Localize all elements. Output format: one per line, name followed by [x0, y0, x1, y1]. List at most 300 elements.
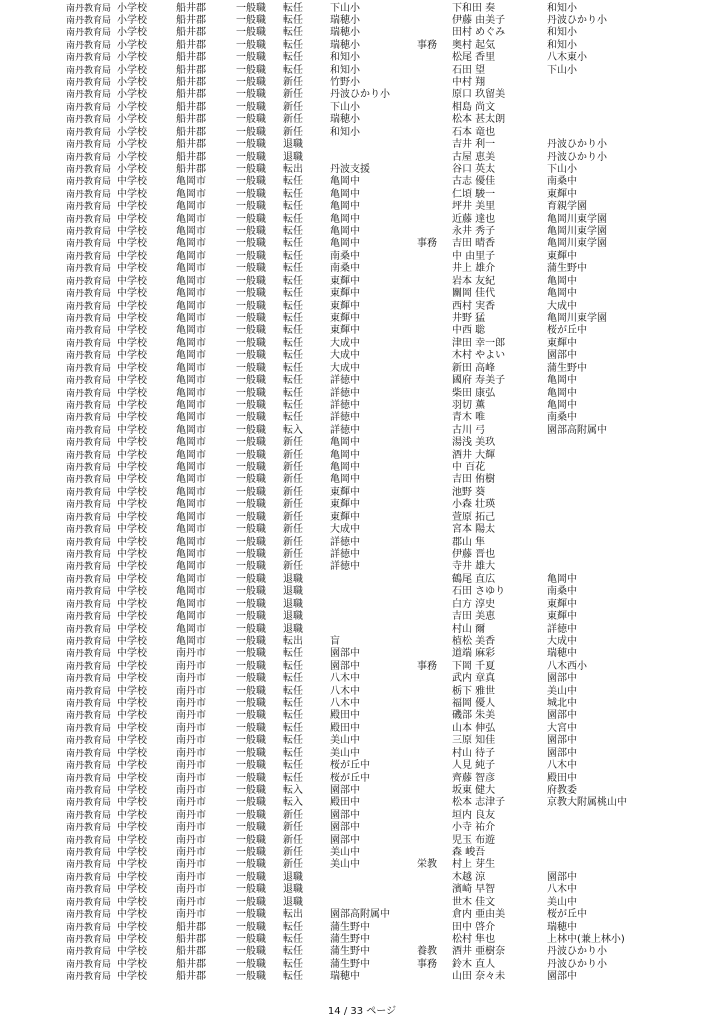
person-name-cell: 井上 雄介	[452, 263, 496, 275]
new-school-cell: 竹野小	[330, 77, 360, 89]
new-school-cell: 東輝中	[330, 486, 360, 498]
previous-school-cell: 南桑中	[547, 412, 577, 424]
movement-cell: 転任	[283, 946, 303, 958]
school-level-cell: 中学校	[117, 598, 147, 610]
city-cell: 亀岡市	[176, 337, 206, 349]
school-level-cell: 小学校	[117, 52, 147, 64]
staff-type-cell: 一般職	[236, 760, 266, 772]
person-name-cell: 三原 知佳	[452, 735, 496, 747]
bureau-cell: 南丹教育局	[66, 475, 112, 486]
school-level-cell: 中学校	[117, 424, 147, 436]
staff-type-cell: 一般職	[236, 275, 266, 287]
new-school-cell: 東輝中	[330, 313, 360, 324]
bureau-cell: 南丹教育局	[66, 15, 112, 26]
city-cell: 亀岡市	[176, 486, 206, 498]
person-name-cell: 濱崎 早智	[452, 884, 496, 896]
school-level-cell: 小学校	[117, 114, 147, 126]
person-name-cell: 青木 唯	[452, 412, 486, 424]
staff-type-cell: 一般職	[236, 226, 266, 238]
city-cell: 亀岡市	[176, 424, 206, 436]
bureau-cell: 南丹教育局	[66, 28, 112, 39]
city-cell: 亀岡市	[176, 362, 206, 374]
movement-cell: 転任	[283, 201, 303, 213]
movement-cell: 退職	[283, 598, 303, 610]
city-cell: 亀岡市	[176, 474, 206, 486]
school-level-cell: 中学校	[117, 685, 147, 697]
person-name-cell: 吉田 晴香	[452, 238, 496, 250]
city-cell: 亀岡市	[176, 611, 206, 623]
city-cell: 亀岡市	[176, 635, 206, 647]
staff-type-cell: 一般職	[236, 673, 266, 685]
table-row	[0, 524, 724, 537]
staff-type-cell: 一般職	[236, 2, 266, 14]
table-row	[0, 301, 724, 314]
school-level-cell: 中学校	[117, 635, 147, 647]
city-cell: 船井郡	[176, 77, 206, 89]
table-row	[0, 959, 724, 972]
previous-school-cell: 瑞穂中	[547, 648, 577, 660]
movement-cell: 転入	[283, 424, 303, 436]
table-row	[0, 375, 724, 388]
staff-type-cell: 一般職	[236, 474, 266, 486]
role-cell: 事務	[417, 958, 437, 970]
movement-cell: 新任	[283, 499, 303, 511]
person-name-cell: 中 百花	[452, 462, 486, 474]
table-row	[0, 238, 724, 251]
new-school-cell: 東輝中	[330, 300, 360, 312]
staff-type-cell: 一般職	[236, 971, 266, 983]
table-row	[0, 574, 724, 587]
school-level-cell: 中学校	[117, 896, 147, 908]
person-name-cell: 伊藤 由美子	[452, 14, 506, 26]
previous-school-cell: 丹波ひかり小	[547, 151, 607, 163]
person-name-cell: 村山 爾	[452, 623, 486, 635]
movement-cell: 新任	[283, 126, 303, 138]
person-name-cell: 山本 伸弘	[452, 722, 496, 734]
new-school-cell: 亀岡中	[330, 238, 360, 250]
previous-school-cell: 亀岡中	[547, 573, 577, 585]
new-school-cell: 南桑中	[330, 250, 360, 262]
school-level-cell: 中学校	[117, 263, 147, 275]
new-school-cell: 大成中	[330, 337, 360, 349]
city-cell: 船井郡	[176, 14, 206, 26]
new-school-cell: 亀岡中	[330, 188, 360, 200]
person-name-cell: 植松 美香	[452, 635, 496, 647]
staff-type-cell: 一般職	[236, 722, 266, 734]
table-row	[0, 698, 724, 711]
staff-type-cell: 一般職	[236, 871, 266, 883]
movement-cell: 新任	[283, 462, 303, 474]
staff-type-cell: 一般職	[236, 896, 266, 908]
staff-type-cell: 一般職	[236, 847, 266, 859]
bureau-cell: 南丹教育局	[66, 848, 112, 859]
person-name-cell: 人見 純子	[452, 760, 496, 772]
staff-type-cell: 一般職	[236, 921, 266, 933]
new-school-cell: 園部中	[330, 822, 360, 834]
school-level-cell: 中学校	[117, 909, 147, 921]
person-name-cell: 下和田 奏	[452, 2, 496, 14]
school-level-cell: 中学校	[117, 921, 147, 933]
city-cell: 南丹市	[176, 648, 206, 660]
city-cell: 亀岡市	[176, 300, 206, 312]
movement-cell: 転任	[283, 934, 303, 945]
city-cell: 亀岡市	[176, 524, 206, 536]
city-cell: 亀岡市	[176, 387, 206, 399]
new-school-cell: 南桑中	[330, 263, 360, 275]
bureau-cell: 南丹教育局	[66, 872, 112, 883]
person-name-cell: 湯浅 美玖	[452, 437, 496, 449]
bureau-cell: 南丹教育局	[66, 761, 112, 772]
person-name-cell: 永井 秀子	[452, 226, 496, 238]
city-cell: 南丹市	[176, 760, 206, 772]
city-cell: 亀岡市	[176, 350, 206, 362]
table-row	[0, 3, 724, 16]
city-cell: 南丹市	[176, 909, 206, 921]
bureau-cell: 南丹教育局	[66, 90, 112, 101]
table-row	[0, 797, 724, 810]
person-name-cell: 栃下 雅世	[452, 685, 496, 697]
school-level-cell: 中学校	[117, 250, 147, 262]
movement-cell: 転任	[283, 958, 303, 970]
staff-type-cell: 一般職	[236, 399, 266, 411]
person-name-cell: 田村 めぐみ	[452, 27, 506, 39]
city-cell: 亀岡市	[176, 598, 206, 610]
table-row	[0, 599, 724, 612]
school-level-cell: 中学校	[117, 449, 147, 461]
staff-type-cell: 一般職	[236, 126, 266, 138]
movement-cell: 新任	[283, 437, 303, 449]
school-level-cell: 小学校	[117, 101, 147, 113]
table-row	[0, 152, 724, 165]
staff-type-cell: 一般職	[236, 250, 266, 262]
movement-cell: 転任	[283, 39, 303, 51]
school-level-cell: 中学校	[117, 747, 147, 759]
school-level-cell: 中学校	[117, 946, 147, 958]
staff-type-cell: 一般職	[236, 337, 266, 349]
table-row	[0, 462, 724, 475]
person-name-cell: 古川 弓	[452, 424, 486, 436]
new-school-cell: 瑞穂小	[330, 27, 360, 39]
bureau-cell: 南丹教育局	[66, 686, 112, 697]
role-cell: 事務	[417, 660, 437, 672]
movement-cell: 転任	[283, 760, 303, 772]
previous-school-cell: 亀岡中	[547, 399, 577, 411]
staff-type-cell: 一般職	[236, 263, 266, 275]
staff-type-cell: 一般職	[236, 934, 266, 945]
bureau-cell: 南丹教育局	[66, 711, 112, 722]
school-level-cell: 中学校	[117, 201, 147, 213]
school-level-cell: 中学校	[117, 300, 147, 312]
table-row	[0, 276, 724, 289]
city-cell: 亀岡市	[176, 213, 206, 225]
person-name-cell: 羽切 薫	[452, 399, 486, 411]
new-school-cell: 園部中	[330, 660, 360, 672]
movement-cell: 退職	[283, 884, 303, 896]
staff-type-cell: 一般職	[236, 151, 266, 163]
city-cell: 南丹市	[176, 809, 206, 821]
staff-type-cell: 一般職	[236, 660, 266, 672]
person-name-cell: 伊藤 晋也	[452, 548, 496, 560]
person-name-cell: 松本 甚太朗	[452, 114, 506, 126]
new-school-cell: 亀岡中	[330, 437, 360, 449]
movement-cell: 新任	[283, 859, 303, 871]
staff-type-cell: 一般職	[236, 52, 266, 64]
new-school-cell: 園部中	[330, 809, 360, 821]
bureau-cell: 南丹教育局	[66, 463, 112, 474]
new-school-cell: 亀岡中	[330, 213, 360, 225]
previous-school-cell: 園部中	[547, 710, 577, 722]
bureau-cell: 南丹教育局	[66, 972, 112, 983]
movement-cell: 転任	[283, 710, 303, 722]
table-row	[0, 785, 724, 798]
bureau-cell: 南丹教育局	[66, 65, 112, 76]
table-row	[0, 263, 724, 276]
bureau-cell: 南丹教育局	[66, 40, 112, 51]
table-row	[0, 971, 724, 984]
school-level-cell: 中学校	[117, 350, 147, 362]
new-school-cell: 詳徳中	[330, 424, 360, 436]
bureau-cell: 南丹教育局	[66, 910, 112, 921]
new-school-cell: 瑞穂中	[330, 971, 360, 983]
city-cell: 亀岡市	[176, 561, 206, 573]
table-row	[0, 450, 724, 463]
person-name-cell: 新田 高峰	[452, 362, 496, 374]
new-school-cell: 殿田中	[330, 722, 360, 734]
movement-cell: 転任	[283, 313, 303, 324]
movement-cell: 新任	[283, 548, 303, 560]
previous-school-cell: 和知小	[547, 2, 577, 14]
staff-type-cell: 一般職	[236, 698, 266, 710]
person-name-cell: 津田 幸一郎	[452, 337, 506, 349]
person-name-cell: 倉内 亜由美	[452, 909, 506, 921]
table-row	[0, 201, 724, 214]
person-name-cell: 吉田 美恵	[452, 611, 496, 623]
person-name-cell: 坪井 美里	[452, 201, 496, 213]
staff-type-cell: 一般職	[236, 635, 266, 647]
staff-type-cell: 一般職	[236, 809, 266, 821]
previous-school-cell: 大成中	[547, 300, 577, 312]
movement-cell: 転任	[283, 337, 303, 349]
table-row	[0, 624, 724, 637]
previous-school-cell: 亀岡川東学園	[547, 313, 607, 324]
staff-type-cell: 一般職	[236, 424, 266, 436]
bureau-cell: 南丹教育局	[66, 102, 112, 113]
staff-type-cell: 一般職	[236, 325, 266, 337]
movement-cell: 転入	[283, 784, 303, 796]
movement-cell: 退職	[283, 586, 303, 598]
table-row	[0, 661, 724, 674]
movement-cell: 転任	[283, 648, 303, 660]
bureau-cell: 南丹教育局	[66, 823, 112, 834]
movement-cell: 転任	[283, 350, 303, 362]
staff-type-cell: 一般職	[236, 14, 266, 26]
bureau-cell: 南丹教育局	[66, 376, 112, 387]
table-row	[0, 835, 724, 848]
movement-cell: 新任	[283, 474, 303, 486]
previous-school-cell: 下山小	[547, 163, 577, 175]
city-cell: 亀岡市	[176, 325, 206, 337]
staff-type-cell: 一般職	[236, 573, 266, 585]
school-level-cell: 中学校	[117, 226, 147, 238]
staff-type-cell: 一般職	[236, 449, 266, 461]
new-school-cell: 蒲生野中	[330, 958, 370, 970]
movement-cell: 転任	[283, 64, 303, 76]
person-name-cell: 森 峻吾	[452, 847, 486, 859]
movement-cell: 新任	[283, 847, 303, 859]
table-row	[0, 872, 724, 885]
previous-school-cell: 八木西小	[547, 660, 587, 672]
school-level-cell: 中学校	[117, 337, 147, 349]
movement-cell: 新任	[283, 536, 303, 548]
city-cell: 亀岡市	[176, 201, 206, 213]
table-row	[0, 400, 724, 413]
bureau-cell: 南丹教育局	[66, 289, 112, 300]
city-cell: 亀岡市	[176, 536, 206, 548]
table-row	[0, 773, 724, 786]
school-level-cell: 中学校	[117, 399, 147, 411]
previous-school-cell: 園部中	[547, 871, 577, 883]
previous-school-cell: 園部中	[547, 673, 577, 685]
bureau-cell: 南丹教育局	[66, 723, 112, 734]
city-cell: 南丹市	[176, 747, 206, 759]
new-school-cell: 丹波支援	[330, 163, 370, 175]
movement-cell: 新任	[283, 101, 303, 113]
bureau-cell: 南丹教育局	[66, 636, 112, 647]
previous-school-cell: 美山中	[547, 685, 577, 697]
school-level-cell: 小学校	[117, 39, 147, 51]
previous-school-cell: 和知小	[547, 27, 577, 39]
table-row	[0, 102, 724, 115]
staff-type-cell: 一般職	[236, 77, 266, 89]
bureau-cell: 南丹教育局	[66, 438, 112, 449]
movement-cell: 転任	[283, 375, 303, 387]
table-row	[0, 499, 724, 512]
previous-school-cell: 亀岡中	[547, 275, 577, 287]
previous-school-cell: 亀岡川東学園	[547, 213, 607, 225]
role-cell: 栄教	[417, 859, 437, 871]
staff-type-cell: 一般職	[236, 362, 266, 374]
school-level-cell: 中学校	[117, 524, 147, 536]
movement-cell: 新任	[283, 822, 303, 834]
staff-type-cell: 一般職	[236, 288, 266, 300]
school-level-cell: 中学校	[117, 809, 147, 821]
staff-type-cell: 一般職	[236, 598, 266, 610]
city-cell: 南丹市	[176, 797, 206, 809]
bureau-cell: 南丹教育局	[66, 773, 112, 784]
bureau-cell: 南丹教育局	[66, 338, 112, 349]
city-cell: 船井郡	[176, 934, 206, 945]
new-school-cell: 詳徳中	[330, 399, 360, 411]
school-level-cell: 中学校	[117, 884, 147, 896]
staff-type-cell: 一般職	[236, 958, 266, 970]
city-cell: 船井郡	[176, 139, 206, 151]
school-level-cell: 中学校	[117, 375, 147, 387]
table-row	[0, 735, 724, 748]
bureau-cell: 南丹教育局	[66, 264, 112, 275]
staff-type-cell: 一般職	[236, 39, 266, 51]
movement-cell: 転任	[283, 176, 303, 188]
previous-school-cell: 殿田中	[547, 772, 577, 784]
new-school-cell: 瑞穂小	[330, 114, 360, 126]
movement-cell: 新任	[283, 834, 303, 846]
staff-type-cell: 一般職	[236, 909, 266, 921]
person-name-cell: 宮本 陽太	[452, 524, 496, 536]
staff-type-cell: 一般職	[236, 772, 266, 784]
movement-cell: 転任	[283, 387, 303, 399]
city-cell: 亀岡市	[176, 275, 206, 287]
person-name-cell: 酒井 亜樹奈	[452, 946, 506, 958]
city-cell: 南丹市	[176, 859, 206, 871]
school-level-cell: 中学校	[117, 176, 147, 188]
new-school-cell: 和知小	[330, 126, 360, 138]
movement-cell: 転任	[283, 213, 303, 225]
school-level-cell: 小学校	[117, 27, 147, 39]
school-level-cell: 中学校	[117, 834, 147, 846]
staff-type-cell: 一般職	[236, 822, 266, 834]
previous-school-cell: 園部中	[547, 735, 577, 747]
city-cell: 船井郡	[176, 946, 206, 958]
bureau-cell: 南丹教育局	[66, 922, 112, 933]
new-school-cell: 園部高附属中	[330, 909, 390, 921]
new-school-cell: 美山中	[330, 859, 360, 871]
person-name-cell: 關岡 佳代	[452, 288, 496, 300]
person-name-cell: 木越 涼	[452, 871, 486, 883]
table-row	[0, 512, 724, 525]
city-cell: 船井郡	[176, 64, 206, 76]
table-row	[0, 325, 724, 338]
city-cell: 亀岡市	[176, 188, 206, 200]
movement-cell: 転任	[283, 722, 303, 734]
person-name-cell: 松本 志津子	[452, 797, 506, 809]
staff-type-cell: 一般職	[236, 176, 266, 188]
table-row	[0, 412, 724, 425]
previous-school-cell: 和知小	[547, 39, 577, 51]
bureau-cell: 南丹教育局	[66, 301, 112, 312]
bureau-cell: 南丹教育局	[66, 400, 112, 411]
person-name-cell: 吉井 利一	[452, 139, 496, 151]
person-name-cell: 下岡 千夏	[452, 660, 496, 672]
city-cell: 亀岡市	[176, 176, 206, 188]
staff-type-cell: 一般職	[236, 586, 266, 598]
new-school-cell: 亀岡中	[330, 462, 360, 474]
previous-school-cell: 詳徳中	[547, 623, 577, 635]
previous-school-cell: 大宮中	[547, 722, 577, 734]
bureau-cell: 南丹教育局	[66, 860, 112, 871]
school-level-cell: 小学校	[117, 89, 147, 101]
movement-cell: 新任	[283, 524, 303, 536]
staff-type-cell: 一般職	[236, 797, 266, 809]
bureau-cell: 南丹教育局	[66, 251, 112, 262]
table-row	[0, 648, 724, 661]
movement-cell: 転任	[283, 772, 303, 784]
school-level-cell: 小学校	[117, 163, 147, 175]
movement-cell: 転出	[283, 635, 303, 647]
bureau-cell: 南丹教育局	[66, 326, 112, 337]
city-cell: 南丹市	[176, 710, 206, 722]
movement-cell: 新任	[283, 561, 303, 573]
movement-cell: 転任	[283, 921, 303, 933]
previous-school-cell: 府教委	[547, 784, 577, 796]
table-row	[0, 114, 724, 127]
person-name-cell: 齊藤 智彦	[452, 772, 496, 784]
bureau-cell: 南丹教育局	[66, 227, 112, 238]
person-name-cell: 垣内 良友	[452, 809, 496, 821]
person-name-cell: 中村 翔	[452, 77, 486, 89]
person-name-cell: 井野 猛	[452, 313, 486, 324]
movement-cell: 新任	[283, 114, 303, 126]
movement-cell: 退職	[283, 573, 303, 585]
school-level-cell: 中学校	[117, 536, 147, 548]
